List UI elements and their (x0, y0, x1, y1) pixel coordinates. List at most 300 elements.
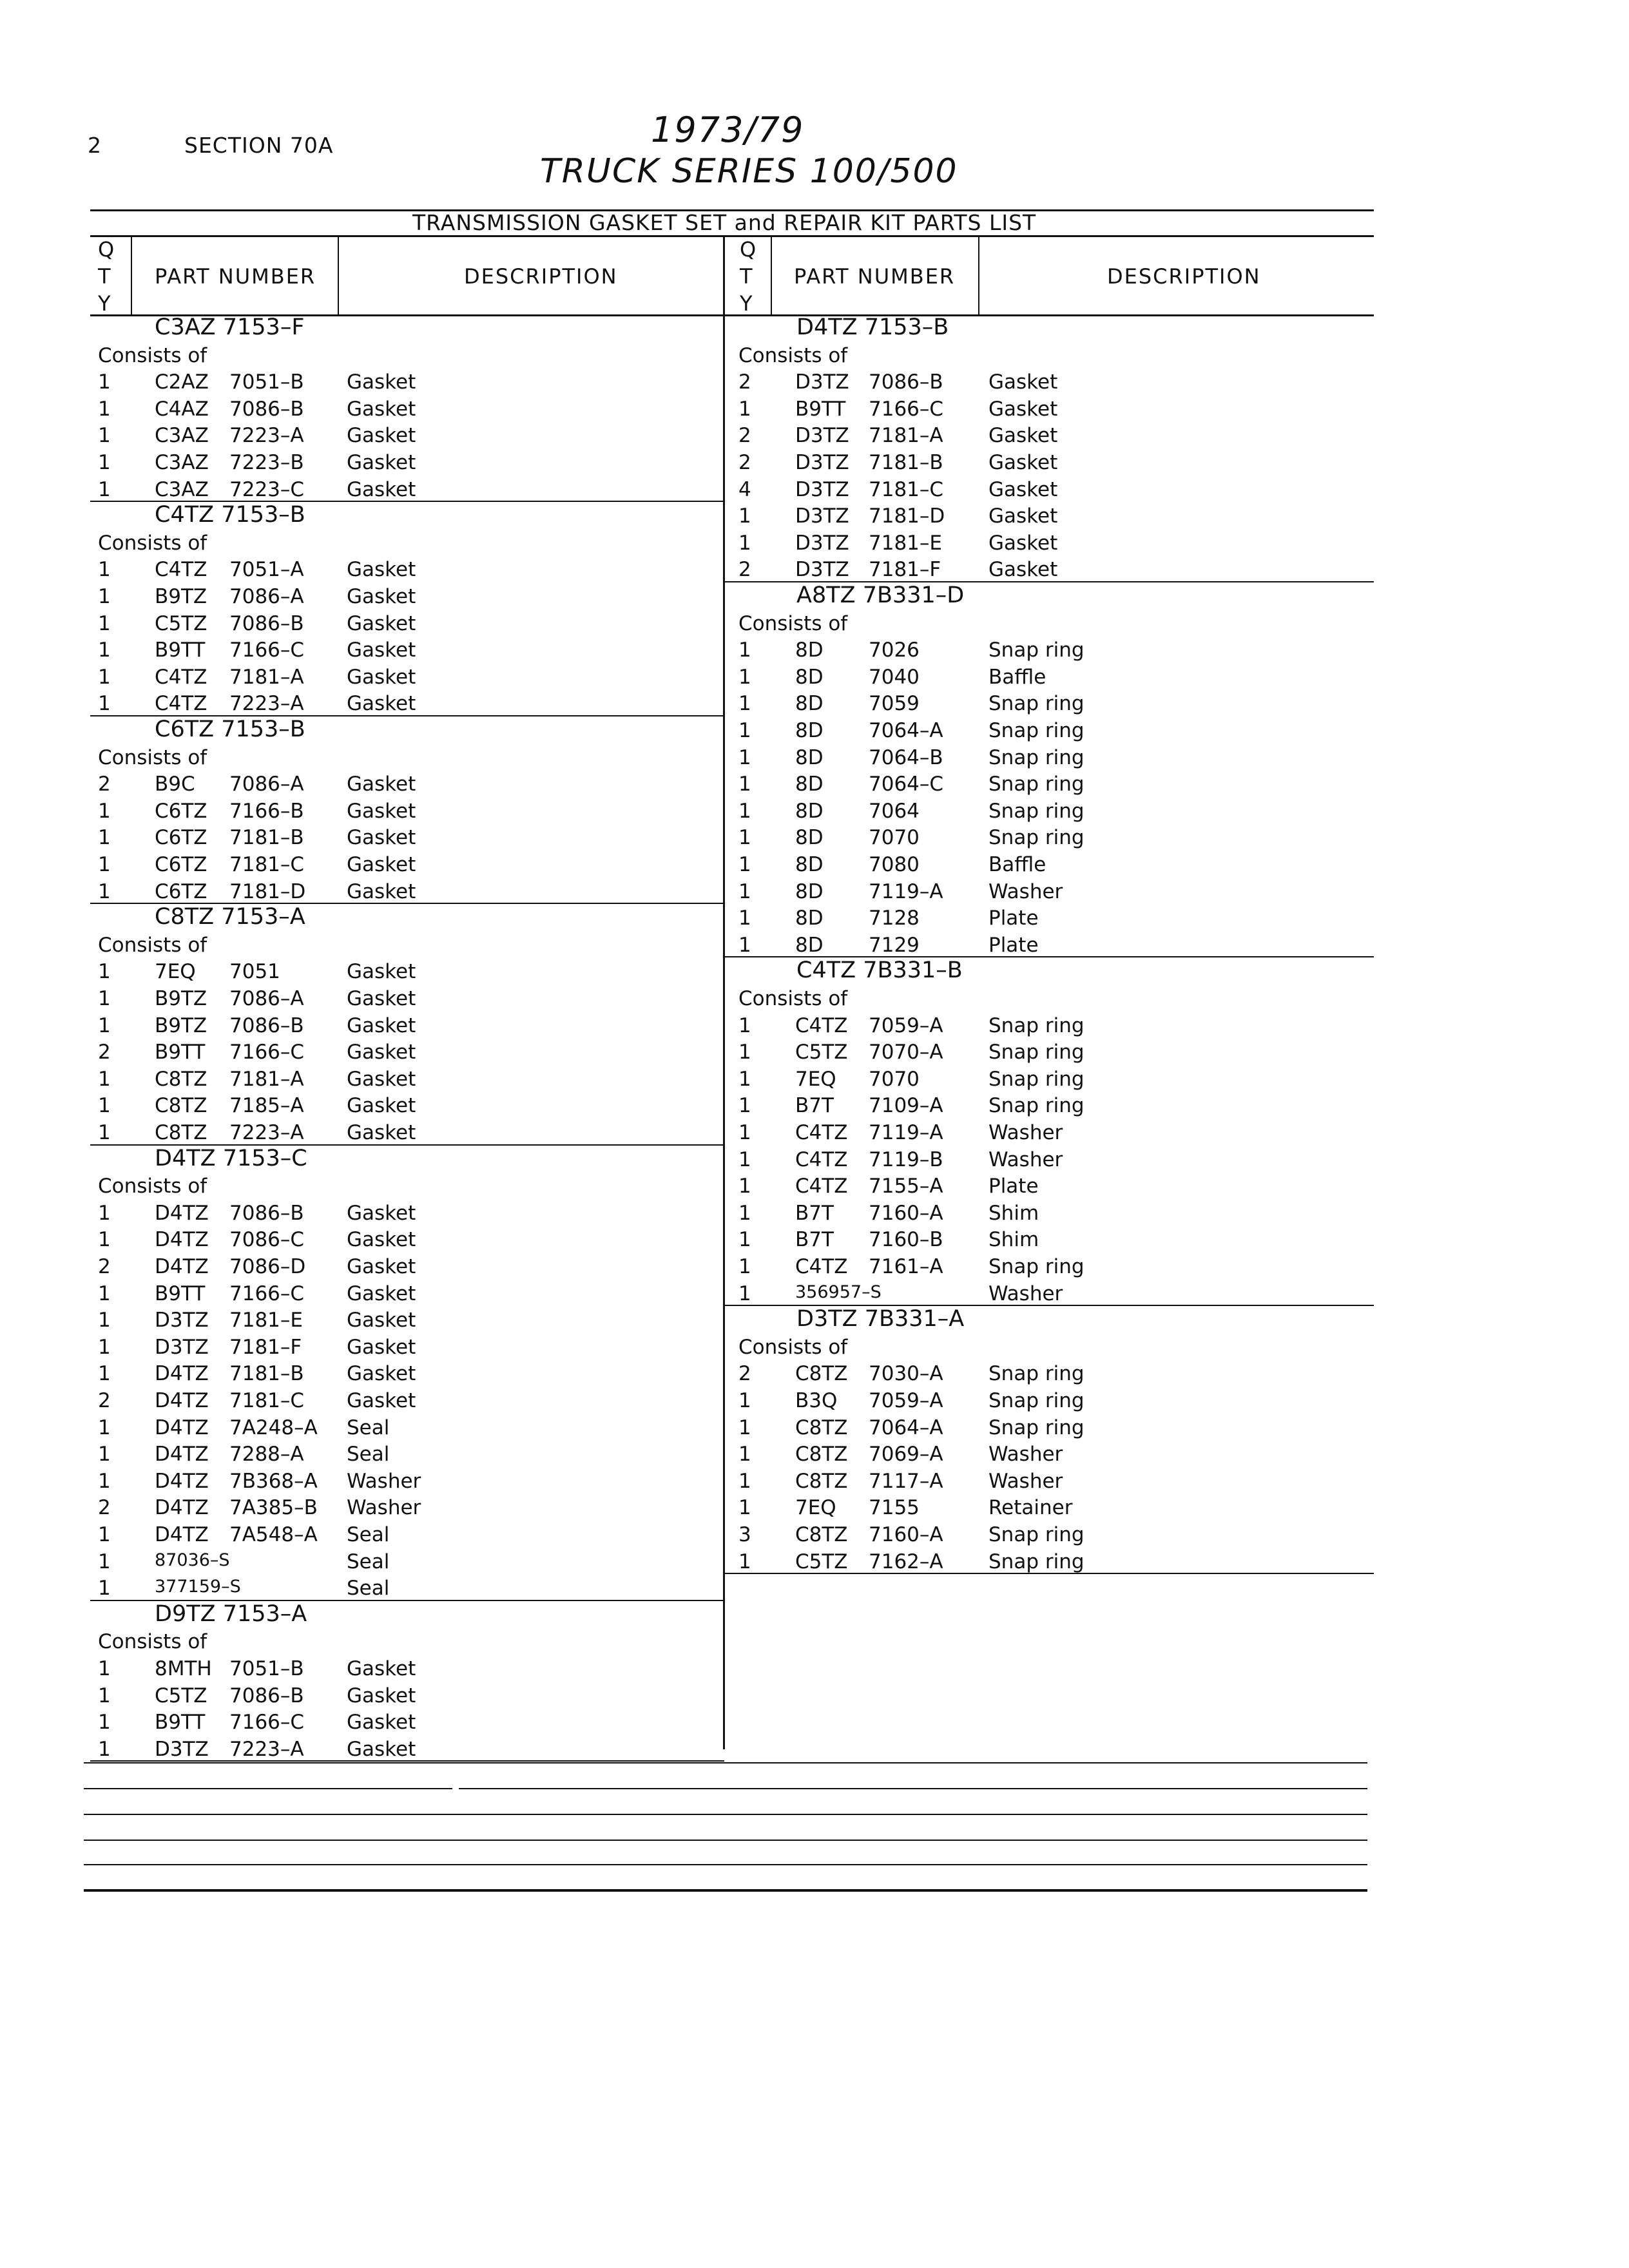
cell-qty: 1 (738, 1443, 751, 1466)
cell-prefix: 8D (795, 639, 824, 662)
cell-number: 7166–C (229, 1711, 305, 1735)
cell-prefix: D3TZ (795, 558, 849, 582)
cell-prefix: B9TZ (155, 1014, 207, 1037)
cell-description: Gasket (347, 1067, 416, 1091)
cell-number: 7070 (869, 1067, 920, 1091)
kit-separator-rule (724, 1573, 1374, 1574)
cell-qty: 1 (98, 1711, 111, 1735)
cell-prefix: 8D (795, 799, 824, 823)
cell-prefix: D4TZ (155, 1496, 209, 1520)
cell-qty: 1 (738, 1416, 751, 1439)
cell-qty: 1 (738, 1550, 751, 1573)
cell-description: Gasket (347, 1255, 416, 1278)
cell-number: 7086–B (229, 1014, 304, 1037)
cell-qty: 1 (98, 1577, 111, 1600)
cell-number: 7059–A (869, 1014, 943, 1037)
cell-description: Gasket (988, 477, 1058, 501)
cell-qty: 4 (738, 477, 751, 501)
cell-qty: 1 (738, 719, 751, 742)
bottom-rule-2b (459, 1788, 1367, 1789)
title-series: TRUCK SERIES 100/500 (540, 152, 958, 191)
header-divider-left-part (338, 235, 339, 316)
cell-prefix: D3TZ (795, 531, 849, 555)
cell-description: Gasket (347, 1711, 416, 1735)
cell-description: Snap ring (988, 1014, 1084, 1037)
cell-prefix: C8TZ (795, 1469, 848, 1493)
cell-prefix: B7T (795, 1228, 834, 1252)
cell-qty: 1 (98, 558, 111, 582)
header-description-right: DESCRIPTION (1107, 264, 1261, 289)
cell-description: Seal (347, 1443, 390, 1466)
cell-description: Seal (347, 1550, 390, 1573)
cell-description: Snap ring (988, 1416, 1084, 1439)
cell-prefix: C6TZ (155, 853, 207, 876)
bottom-rule-1 (84, 1762, 1367, 1763)
consists-of-label: Consists of (98, 343, 207, 367)
cell-prefix: D4TZ (155, 1389, 209, 1412)
cell-number: 7166–C (229, 1282, 305, 1305)
cell-qty: 1 (98, 960, 111, 984)
cell-prefix: B9C (155, 773, 195, 796)
cell-prefix: D4TZ (155, 1469, 209, 1493)
cell-description: Seal (347, 1416, 390, 1439)
kit-title: C4TZ 7153–B (155, 502, 305, 528)
cell-prefix: C3AZ (155, 424, 209, 448)
header-part-number-left: PART NUMBER (155, 264, 316, 289)
cell-number: 7070 (869, 826, 920, 850)
kit-title: D3TZ 7B331–A (796, 1306, 965, 1332)
cell-number: 7064–A (869, 719, 943, 742)
cell-prefix: D4TZ (155, 1523, 209, 1546)
table-title: TRANSMISSION GASKET SET and REPAIR KIT PARTS LIST (412, 210, 1037, 235)
cell-description: Gasket (347, 1121, 416, 1144)
cell-number: 7064 (869, 799, 920, 823)
cell-qty: 1 (98, 451, 111, 474)
cell-description: Gasket (347, 1282, 416, 1305)
cell-number: 7129 (869, 933, 920, 957)
cell-description: Snap ring (988, 692, 1084, 716)
cell-prefix: C5TZ (155, 611, 207, 635)
cell-number: 7181–F (229, 1335, 302, 1359)
cell-number: 7117–A (869, 1469, 943, 1493)
cell-number: 7181–A (229, 1067, 304, 1091)
cell-number: 7181–E (229, 1309, 303, 1332)
cell-qty: 1 (738, 879, 751, 903)
cell-qty: 2 (98, 1255, 111, 1278)
cell-qty: 1 (98, 1014, 111, 1037)
cell-qty: 1 (98, 424, 111, 448)
cell-description: Washer (988, 1282, 1063, 1305)
cell-prefix: 8D (795, 719, 824, 742)
cell-number: 7181–E (869, 531, 942, 555)
cell-prefix: B9TT (795, 397, 846, 421)
cell-qty: 1 (98, 853, 111, 876)
cell-number: 7155–A (869, 1175, 943, 1198)
cell-qty: 1 (98, 1067, 111, 1091)
cell-description: Gasket (347, 773, 416, 796)
cell-description: Washer (347, 1469, 421, 1493)
cell-description: Gasket (347, 1362, 416, 1386)
consists-of-label: Consists of (98, 531, 207, 555)
cell-qty: 1 (98, 1201, 111, 1225)
kit-title: C4TZ 7B331–B (796, 957, 963, 984)
cell-description: Gasket (347, 1201, 416, 1225)
cell-prefix: 8D (795, 907, 824, 930)
cell-number: 7181–C (869, 477, 944, 501)
cell-prefix: D3TZ (155, 1335, 209, 1359)
cell-qty: 1 (738, 531, 751, 555)
cell-prefix: C4TZ (795, 1121, 848, 1144)
header-qty-t-right: T (740, 264, 754, 289)
cell-qty: 1 (98, 1737, 111, 1761)
cell-prefix: C8TZ (795, 1523, 848, 1546)
cell-number: 7051 (229, 960, 280, 984)
cell-description: Gasket (347, 1684, 416, 1707)
cell-prefix: C2AZ (155, 370, 209, 394)
kit-title: D9TZ 7153–A (155, 1600, 307, 1627)
cell-description: Gasket (347, 1041, 416, 1064)
cell-qty: 1 (98, 1550, 111, 1573)
cell-qty: 1 (98, 987, 111, 1010)
cell-description: Snap ring (988, 719, 1084, 742)
cell-number: 7160–B (869, 1228, 943, 1252)
cell-number: 7086–A (229, 987, 304, 1010)
header-qty-t-left: T (98, 264, 112, 289)
cell-prefix: D3TZ (795, 370, 849, 394)
cell-number: 7161–A (869, 1255, 943, 1278)
cell-prefix: C4TZ (155, 692, 207, 716)
cell-description: Gasket (347, 853, 416, 876)
cell-qty: 1 (738, 1148, 751, 1171)
cell-description: Gasket (988, 558, 1058, 582)
cell-description: Snap ring (988, 773, 1084, 796)
cell-number: 7181–D (229, 879, 306, 903)
bottom-rule-5 (84, 1864, 1367, 1865)
cell-description: Gasket (347, 585, 416, 608)
cell-prefix: B9TT (155, 1282, 206, 1305)
cell-number: 7064–A (869, 1416, 943, 1439)
cell-prefix: D4TZ (155, 1362, 209, 1386)
cell-number: 7223–B (229, 451, 304, 474)
cell-prefix: 8D (795, 665, 824, 689)
header-description-left: DESCRIPTION (464, 264, 618, 289)
cell-qty: 1 (98, 879, 111, 903)
cell-number: 7223–A (229, 1121, 304, 1144)
cell-prefix: C6TZ (155, 826, 207, 850)
cell-number: 7086–D (229, 1255, 306, 1278)
cell-number: 7086–B (229, 611, 304, 635)
cell-description: Gasket (347, 1309, 416, 1332)
cell-qty: 1 (738, 1496, 751, 1520)
cell-number: 7223–C (229, 477, 305, 501)
cell-number: 7B368–A (229, 1469, 318, 1493)
header-qty-y-right: Y (740, 291, 754, 316)
cell-number: 7A548–A (229, 1523, 318, 1546)
cell-number: 7086–B (229, 397, 304, 421)
cell-qty: 2 (738, 558, 751, 582)
cell-description: Snap ring (988, 1094, 1084, 1118)
cell-qty: 1 (738, 1094, 751, 1118)
bottom-rule-6 (84, 1889, 1367, 1892)
cell-qty: 1 (738, 665, 751, 689)
cell-number: 7181–B (229, 1362, 304, 1386)
kit-title: D4TZ 7153–C (155, 1145, 307, 1171)
cell-prefix: C4TZ (155, 665, 207, 689)
cell-prefix: B7T (795, 1201, 834, 1225)
cell-description: Gasket (347, 370, 416, 394)
cell-number: 7288–A (229, 1443, 304, 1466)
cell-number: 7160–A (869, 1201, 943, 1225)
cell-prefix: C4TZ (795, 1255, 848, 1278)
cell-qty: 1 (98, 1443, 111, 1466)
cell-prefix: 8MTH (155, 1657, 212, 1680)
page-number: 2 (88, 133, 101, 158)
cell-description: Snap ring (988, 826, 1084, 850)
cell-description: Snap ring (988, 639, 1084, 662)
cell-prefix: 7EQ (155, 960, 196, 984)
cell-number: 7086–A (229, 585, 304, 608)
cell-number: 7070–A (869, 1041, 943, 1064)
cell-prefix: D3TZ (155, 1737, 209, 1761)
cell-qty: 1 (98, 665, 111, 689)
cell-prefix: D3TZ (795, 505, 849, 528)
cell-description: Gasket (347, 424, 416, 448)
bottom-rule-4 (84, 1840, 1367, 1841)
cell-prefix: B9TT (155, 1711, 206, 1735)
consists-of-label: Consists of (98, 933, 207, 957)
cell-prefix: C5TZ (795, 1041, 848, 1064)
cell-description: Gasket (347, 1228, 416, 1252)
cell-prefix: B9TT (155, 639, 206, 662)
cell-qty: 1 (98, 1416, 111, 1439)
cell-qty: 1 (98, 585, 111, 608)
cell-prefix: D3TZ (795, 477, 849, 501)
cell-description: Gasket (347, 477, 416, 501)
consists-of-label: Consists of (738, 1335, 848, 1359)
cell-number: 7181–C (229, 853, 305, 876)
cell-description: Snap ring (988, 1041, 1084, 1064)
cell-prefix: B7T (795, 1094, 834, 1118)
cell-description: Snap ring (988, 1067, 1084, 1091)
header-part-number-right: PART NUMBER (794, 264, 956, 289)
cell-description: Gasket (347, 397, 416, 421)
cell-prefix: C3AZ (155, 477, 209, 501)
cell-prefix: D4TZ (155, 1443, 209, 1466)
cell-prefix: 8D (795, 692, 824, 716)
cell-description: Baffle (988, 665, 1046, 689)
cell-prefix: D4TZ (155, 1416, 209, 1439)
cell-prefix: C4TZ (155, 558, 207, 582)
header-divider-right-part (978, 235, 979, 316)
cell-qty: 1 (738, 1201, 751, 1225)
cell-description: Plate (988, 907, 1039, 930)
cell-number: 7181–B (869, 451, 943, 474)
cell-number: 7109–A (869, 1094, 943, 1118)
title-years: 1973/79 (651, 110, 805, 150)
cell-prefix: C4TZ (795, 1014, 848, 1037)
cell-qty: 1 (98, 1282, 111, 1305)
cell-number: 7128 (869, 907, 920, 930)
cell-qty: 1 (98, 1309, 111, 1332)
header-divider-right-qty (771, 235, 772, 316)
cell-prefix: C6TZ (155, 799, 207, 823)
cell-description: Snap ring (988, 1255, 1084, 1278)
kit-title: D4TZ 7153–B (796, 314, 949, 340)
cell-description: Gasket (988, 505, 1058, 528)
cell-description: Gasket (347, 799, 416, 823)
cell-number: 7166–C (229, 1041, 305, 1064)
cell-prefix: 377159–S (155, 1577, 241, 1597)
cell-description: Plate (988, 1175, 1039, 1198)
cell-qty: 1 (98, 477, 111, 501)
cell-number: 7064–B (869, 745, 943, 769)
cell-number: 7181–F (869, 558, 941, 582)
cell-number: 7040 (869, 665, 920, 689)
cell-description: Gasket (988, 370, 1058, 394)
header-qty-q-right: Q (740, 237, 758, 262)
cell-qty: 1 (98, 1523, 111, 1546)
cell-qty: 1 (98, 692, 111, 716)
cell-qty: 2 (98, 1496, 111, 1520)
cell-description: Gasket (347, 960, 416, 984)
consists-of-label: Consists of (98, 745, 207, 769)
cell-prefix: C8TZ (155, 1121, 207, 1144)
cell-qty: 1 (738, 1469, 751, 1493)
cell-qty: 1 (98, 1684, 111, 1707)
cell-prefix: C8TZ (155, 1067, 207, 1091)
cell-description: Gasket (988, 531, 1058, 555)
cell-number: 7051–B (229, 370, 304, 394)
cell-prefix: C8TZ (795, 1443, 848, 1466)
consists-of-label: Consists of (98, 1630, 207, 1654)
cell-prefix: 8D (795, 879, 824, 903)
cell-description: Gasket (347, 879, 416, 903)
cell-prefix: C3AZ (155, 451, 209, 474)
cell-qty: 1 (738, 1041, 751, 1064)
cell-description: Gasket (347, 1335, 416, 1359)
cell-description: Gasket (347, 558, 416, 582)
cell-description: Snap ring (988, 1389, 1084, 1412)
cell-qty: 1 (738, 1282, 751, 1305)
cell-number: 7A385–B (229, 1496, 318, 1520)
cell-qty: 1 (738, 1389, 751, 1412)
cell-number: 7086–B (869, 370, 943, 394)
cell-description: Washer (988, 1443, 1063, 1466)
cell-description: Shim (988, 1201, 1039, 1225)
cell-number: 7069–A (869, 1443, 943, 1466)
cell-prefix: C4TZ (795, 1175, 848, 1198)
cell-qty: 3 (738, 1523, 751, 1546)
cell-description: Snap ring (988, 1362, 1084, 1386)
cell-qty: 1 (98, 1121, 111, 1144)
cell-qty: 1 (98, 611, 111, 635)
kit-title: C3AZ 7153–F (155, 314, 305, 340)
cell-number: 7086–B (229, 1684, 304, 1707)
cell-number: 7181–A (869, 424, 943, 448)
cell-prefix: 8D (795, 933, 824, 957)
cell-number: 7160–A (869, 1523, 943, 1546)
cell-qty: 1 (98, 1362, 111, 1386)
cell-number: 7119–A (869, 1121, 943, 1144)
cell-qty: 1 (738, 1014, 751, 1037)
cell-prefix: D3TZ (795, 424, 849, 448)
cell-number: 7181–D (869, 505, 945, 528)
cell-number: 7030–A (869, 1362, 943, 1386)
cell-number: 7181–C (229, 1389, 305, 1412)
cell-qty: 2 (738, 424, 751, 448)
cell-number: 7119–A (869, 879, 943, 903)
cell-prefix: D3TZ (795, 451, 849, 474)
kit-title: A8TZ 7B331–D (796, 582, 965, 608)
header-divider-left-qty (131, 235, 132, 316)
header-qty-q-left: Q (98, 237, 116, 262)
cell-prefix: 87036–S (155, 1550, 230, 1570)
cell-qty: 1 (98, 1335, 111, 1359)
cell-number: 7185–A (229, 1094, 304, 1118)
cell-number: 7059 (869, 692, 920, 716)
cell-qty: 1 (98, 1657, 111, 1680)
cell-number: 7080 (869, 853, 920, 876)
cell-qty: 1 (98, 1469, 111, 1493)
cell-qty: 2 (738, 1362, 751, 1386)
cell-qty: 1 (738, 933, 751, 957)
cell-number: 7181–A (229, 665, 304, 689)
cell-qty: 1 (738, 745, 751, 769)
cell-description: Gasket (347, 1737, 416, 1761)
cell-description: Washer (347, 1496, 421, 1520)
cell-description: Gasket (988, 397, 1058, 421)
cell-number: 7059–A (869, 1389, 943, 1412)
consists-of-label: Consists of (738, 343, 848, 367)
cell-number: 7162–A (869, 1550, 943, 1573)
cell-description: Shim (988, 1228, 1039, 1252)
cell-prefix: C5TZ (795, 1550, 848, 1573)
cell-prefix: 7EQ (795, 1496, 836, 1520)
cell-prefix: C6TZ (155, 879, 207, 903)
cell-description: Retainer (988, 1496, 1073, 1520)
cell-description: Baffle (988, 853, 1046, 876)
cell-prefix: D4TZ (155, 1228, 209, 1252)
cell-description: Gasket (347, 665, 416, 689)
cell-description: Gasket (988, 451, 1058, 474)
cell-prefix: B9TT (155, 1041, 206, 1064)
cell-qty: 1 (738, 1067, 751, 1091)
header-qty-y-left: Y (98, 291, 112, 316)
cell-qty: 2 (738, 370, 751, 394)
cell-description: Gasket (347, 1094, 416, 1118)
cell-number: 7086–B (229, 1201, 304, 1225)
cell-description: Washer (988, 1148, 1063, 1171)
cell-prefix: C5TZ (155, 1684, 207, 1707)
cell-number: 7166–B (229, 799, 304, 823)
cell-qty: 1 (738, 799, 751, 823)
cell-number: 7223–A (229, 692, 304, 716)
cell-prefix: 7EQ (795, 1067, 836, 1091)
cell-qty: 2 (98, 1041, 111, 1064)
cell-prefix: C4AZ (155, 397, 209, 421)
cell-number: 7051–B (229, 1657, 304, 1680)
cell-number: 7223–A (229, 424, 304, 448)
cell-prefix: B9TZ (155, 585, 207, 608)
cell-qty: 1 (738, 397, 751, 421)
cell-description: Gasket (347, 639, 416, 662)
cell-prefix: 8D (795, 853, 824, 876)
cell-number: 7026 (869, 639, 920, 662)
cell-qty: 1 (738, 907, 751, 930)
cell-qty: 1 (738, 853, 751, 876)
kit-title: C8TZ 7153–A (155, 904, 305, 930)
cell-qty: 1 (738, 505, 751, 528)
